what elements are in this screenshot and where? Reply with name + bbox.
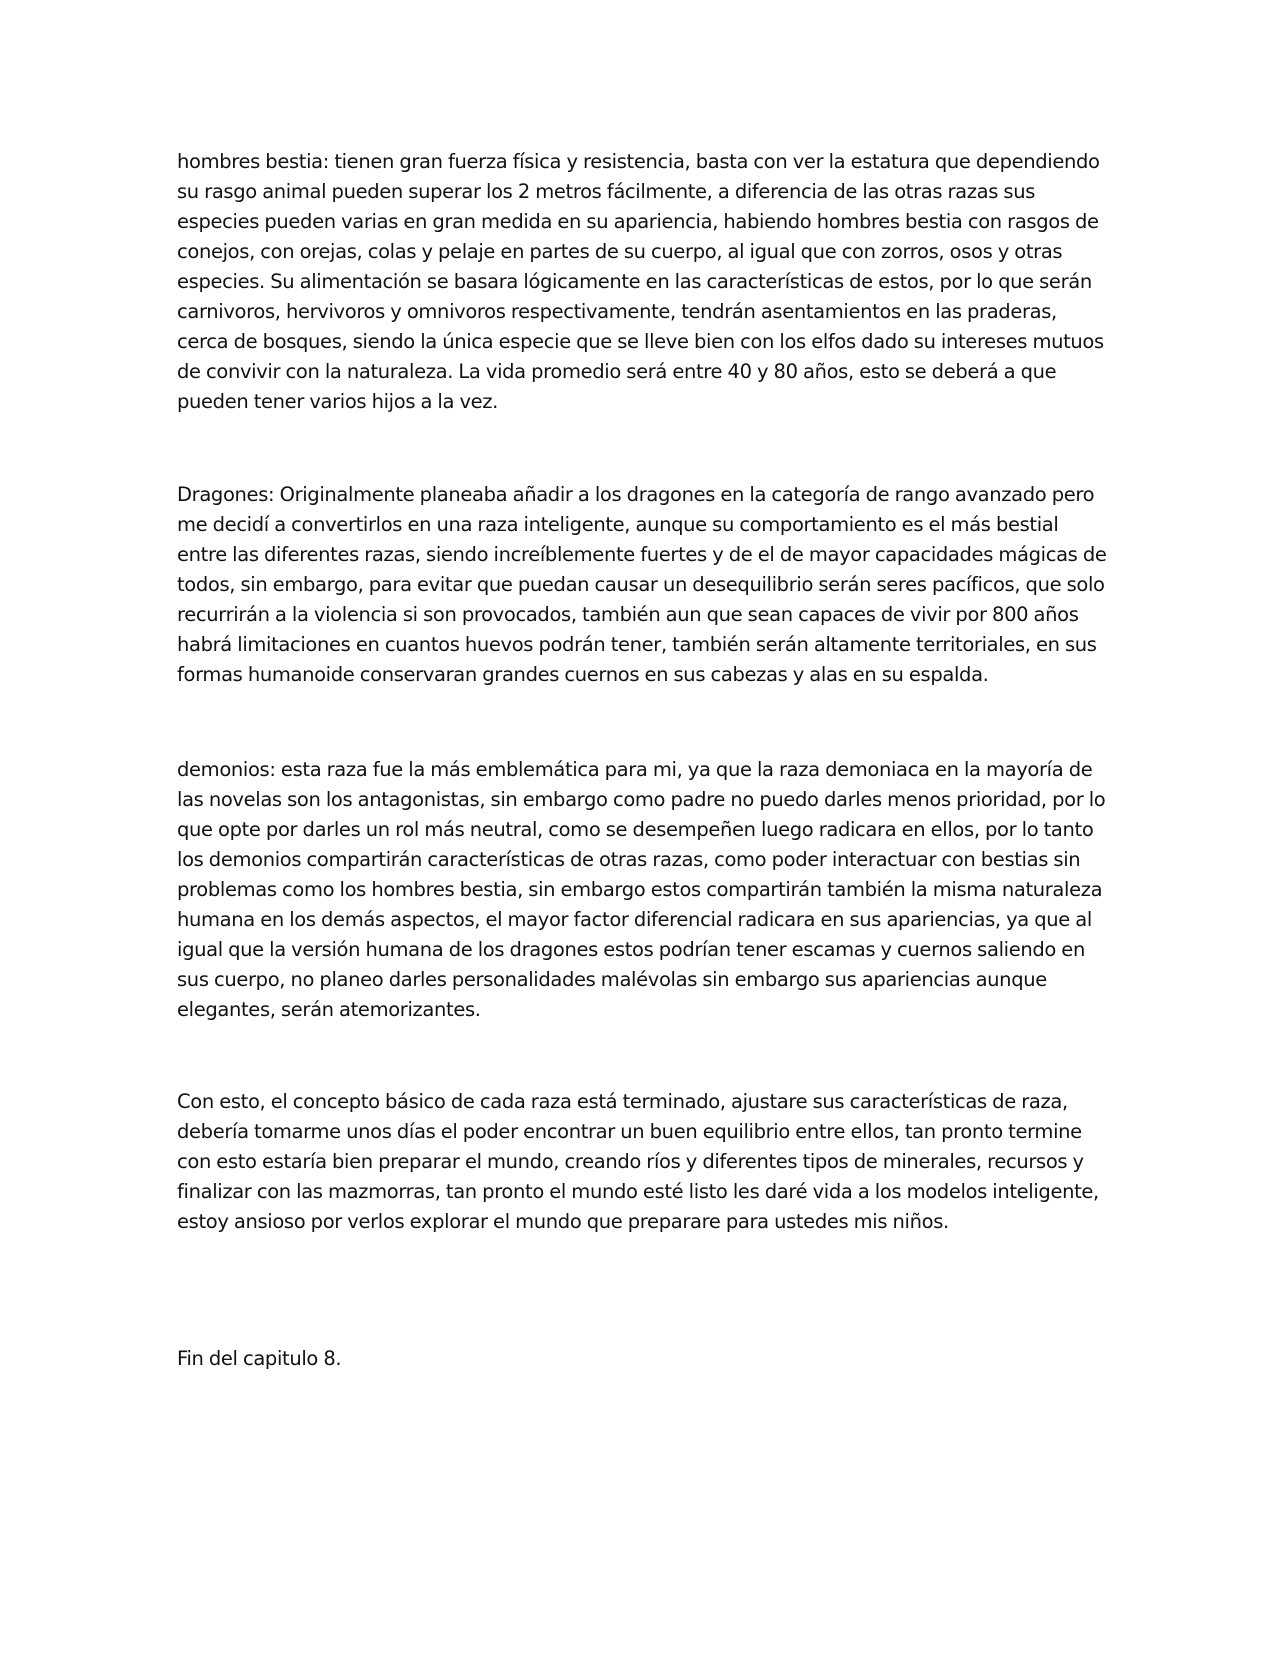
chapter-end-note: Fin del capitulo 8. [177, 1347, 342, 1370]
paragraph-demonios: demonios: esta raza fue la más emblemática para mi, ya que la raza demoniaca en la mayoría de las novelas son los antagonistas, sin embargo como padre no puedo darles menos prioridad, por lo que opte por darles un rol más neutral, como se desempeñen luego radicara en ellos, por lo tanto los demonios compartirán características de otras razas, como poder interactuar con bestias sin problemas como los hombres bestia, sin embargo estos compartirán también la misma naturaleza humana en los demás aspectos, el mayor factor diferencial radicara en sus apariencias, ya que al igual que la versión humana de los dragones estos podrían tener escamas y cuernos saliendo en sus cuerpo, no planeo darles personalidades malévolas sin embargo sus apariencias aunque elegantes, serán atemorizantes. [177, 758, 1106, 1021]
paragraph-dragones: Dragones: Originalmente planeaba añadir a los dragones en la categoría de rango avanzado pero me decidí a convertirlos en una raza inteligente, aunque su comportamiento es el más bestial entre las diferentes razas, siendo increíblemente fuertes y de el de mayor capacidades mágicas de todos, sin embargo, para evitar que puedan causar un desequilibrio serán seres pacíficos, que solo recurrirán a la violencia si son provocados, también aun que sean capaces de vivir por 800 años habrá limitaciones en cuantos huevos podrán tener, también serán altamente territoriales, en sus formas humanoide conservaran grandes cuernos en sus cabezas y alas en su espalda. [177, 483, 1107, 686]
paragraph-conclusion: Con esto, el concepto básico de cada raza está terminado, ajustare sus características de raza, debería tomarme unos días el poder encontrar un buen equilibrio entre ellos, tan pronto termine con esto estaría bien preparar el mundo, creando ríos y diferentes tipos de minerales, recursos y finalizar con las mazmorras, tan pronto el mundo esté listo les daré vida a los modelos inteligente, estoy ansioso por verlos explorar el mundo que preparare para ustedes mis niños. [177, 1090, 1099, 1233]
paragraph-hombres-bestia: hombres bestia: tienen gran fuerza física y resistencia, basta con ver la estatura que dependiendo su rasgo animal pueden superar los 2 metros fácilmente, a diferencia de las otras razas sus especies pueden varias en gran medida en su apariencia, habiendo hombres bestia con rasgos de conejos, con orejas, colas y pelaje en partes de su cuerpo, al igual que con zorros, osos y otras especies. Su alimentación se basara lógicamente en las características de estos, por lo que serán carnivoros, hervivoros y omnivoros respectivamente, tendrán asentamientos en las praderas, cerca de bosques, siendo la única especie que se lleve bien con los elfos dado su intereses mutuos de convivir con la naturaleza. La vida promedio será entre 40 y 80 años, esto se deberá a que pueden tener varios hijos a la vez. [177, 150, 1104, 413]
